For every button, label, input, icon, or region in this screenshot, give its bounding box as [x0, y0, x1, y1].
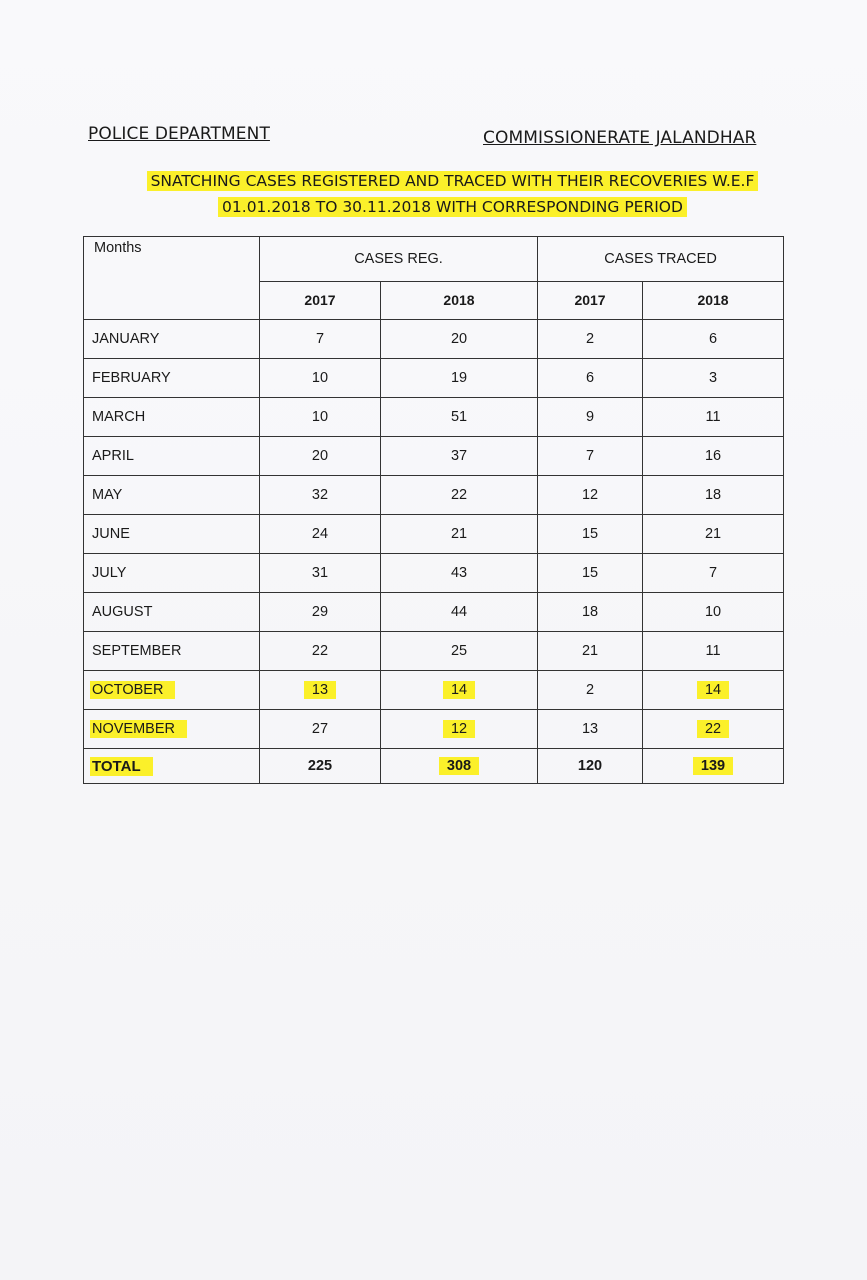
value-cell: 25 — [381, 632, 538, 671]
value-cell: 11 — [643, 632, 784, 671]
total-value-cell: 120 — [538, 749, 643, 784]
value-cell: 43 — [381, 554, 538, 593]
value-cell: 27 — [260, 710, 381, 749]
report-title-line-2: 01.01.2018 TO 30.11.2018 WITH CORRESPONDING PERIOD — [218, 197, 687, 217]
month-cell: JUNE — [84, 515, 260, 554]
value-cell: 3 — [643, 359, 784, 398]
table-row — [84, 710, 784, 749]
table-row — [84, 437, 784, 476]
table-row — [84, 320, 784, 359]
month-cell: AUGUST — [84, 593, 260, 632]
report-title-line-1: SNATCHING CASES REGISTERED AND TRACED WITH THEIR RECOVERIES W.E.F — [147, 171, 759, 191]
highlighted-value: 22 — [697, 720, 729, 738]
value-cell: 11 — [643, 398, 784, 437]
month-cell: JANUARY — [84, 320, 260, 359]
value-cell: 7 — [538, 437, 643, 476]
value-cell: 29 — [260, 593, 381, 632]
value-cell: 10 — [643, 593, 784, 632]
value-cell: 32 — [260, 476, 381, 515]
table-row — [84, 554, 784, 593]
value-cell: 16 — [643, 437, 784, 476]
value-cell: 31 — [260, 554, 381, 593]
report-title — [120, 168, 785, 220]
year-header-reg-2017: 2017 — [260, 281, 381, 319]
total-label-cell — [84, 749, 260, 784]
month-cell — [84, 671, 260, 710]
highlighted-value: 12 — [443, 720, 475, 738]
value-cell: 13 — [538, 710, 643, 749]
value-cell: 37 — [381, 437, 538, 476]
month-cell: SEPTEMBER — [84, 632, 260, 671]
value-cell: 20 — [260, 437, 381, 476]
month-cell: JULY — [84, 554, 260, 593]
value-cell: 10 — [260, 398, 381, 437]
value-cell: 18 — [538, 593, 643, 632]
value-cell: 7 — [643, 554, 784, 593]
value-cell: 7 — [260, 320, 381, 359]
department-heading: POLICE DEPARTMENT — [88, 124, 270, 144]
year-header-traced-2018: 2018 — [643, 281, 784, 319]
value-cell: 20 — [381, 320, 538, 359]
highlighted-total: 139 — [693, 757, 733, 775]
cases-traced-header: CASES TRACED — [538, 237, 784, 282]
value-cell: 2 — [538, 671, 643, 710]
total-value-cell: 225 — [260, 749, 381, 784]
month-cell: MARCH — [84, 398, 260, 437]
value-cell: 18 — [643, 476, 784, 515]
value-cell: 21 — [643, 515, 784, 554]
cases-registered-header: CASES REG. — [260, 237, 538, 282]
snatching-cases-table — [83, 236, 784, 784]
table-row — [84, 515, 784, 554]
table-row — [84, 476, 784, 515]
value-cell: 21 — [538, 632, 643, 671]
table-row — [84, 398, 784, 437]
value-cell — [643, 671, 784, 710]
table-row — [84, 359, 784, 398]
value-cell — [260, 671, 381, 710]
month-cell: APRIL — [84, 437, 260, 476]
value-cell: 15 — [538, 554, 643, 593]
value-cell: 24 — [260, 515, 381, 554]
value-cell: 22 — [260, 632, 381, 671]
highlighted-value: 14 — [443, 681, 475, 699]
year-header-traced-2017: 2017 — [538, 281, 643, 319]
table-group-header-row — [84, 237, 784, 282]
highlighted-total: 308 — [439, 757, 479, 775]
table-row — [84, 593, 784, 632]
commissionerate-heading: COMMISSIONERATE JALANDHAR — [483, 128, 757, 148]
value-cell: 19 — [381, 359, 538, 398]
value-cell: 12 — [538, 476, 643, 515]
value-cell — [381, 671, 538, 710]
total-value-cell — [643, 749, 784, 784]
total-row — [84, 749, 784, 784]
month-cell: FEBRUARY — [84, 359, 260, 398]
value-cell: 15 — [538, 515, 643, 554]
highlighted-value: 13 — [304, 681, 336, 699]
highlighted-month: OCTOBER — [90, 681, 175, 699]
months-column-header: Months — [84, 237, 260, 320]
total-label: TOTAL — [90, 757, 153, 776]
value-cell: 6 — [538, 359, 643, 398]
value-cell: 2 — [538, 320, 643, 359]
value-cell: 51 — [381, 398, 538, 437]
value-cell — [381, 710, 538, 749]
value-cell — [643, 710, 784, 749]
table-row — [84, 632, 784, 671]
year-header-reg-2018: 2018 — [381, 281, 538, 319]
value-cell: 9 — [538, 398, 643, 437]
value-cell: 22 — [381, 476, 538, 515]
highlighted-month: NOVEMBER — [90, 720, 187, 738]
month-cell — [84, 710, 260, 749]
table-row — [84, 671, 784, 710]
value-cell: 6 — [643, 320, 784, 359]
highlighted-value: 14 — [697, 681, 729, 699]
value-cell: 44 — [381, 593, 538, 632]
total-value-cell — [381, 749, 538, 784]
value-cell: 10 — [260, 359, 381, 398]
month-cell: MAY — [84, 476, 260, 515]
value-cell: 21 — [381, 515, 538, 554]
